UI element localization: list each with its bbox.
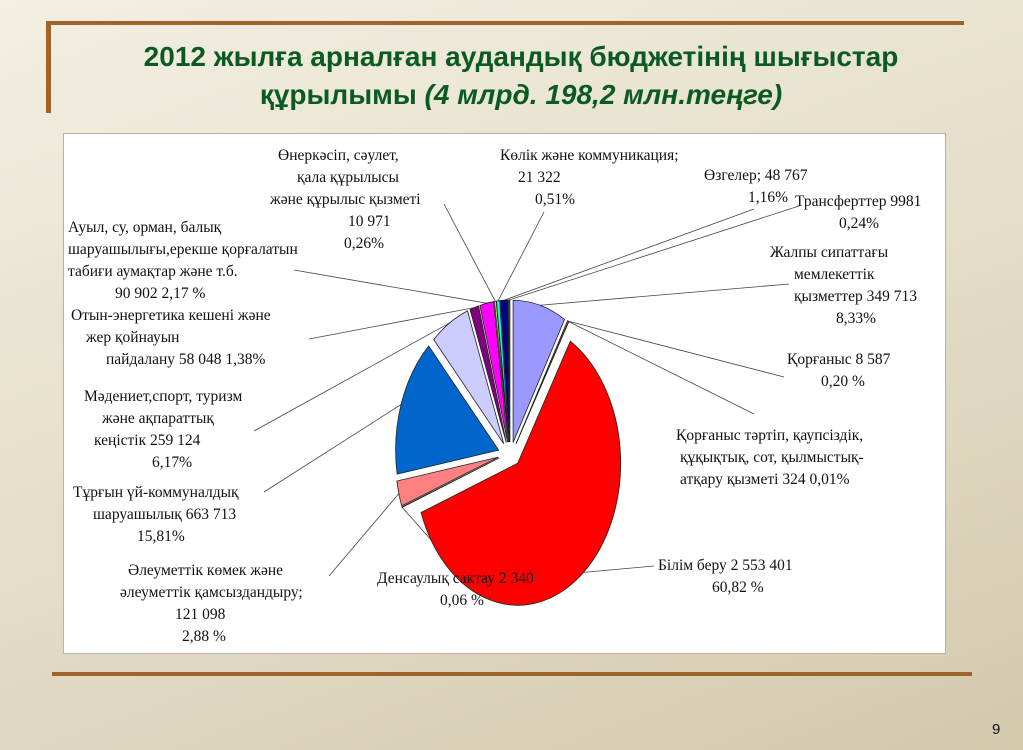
label-industry: Өнеркәсіп, сәулет, қала құрылысы және құрылыс қызметі 10 971 0,26% <box>270 147 421 252</box>
slide-title <box>56 38 986 114</box>
leader-line-6 <box>329 494 399 576</box>
title-line-2-main: құрылымы <box>259 79 425 110</box>
label-housing: Тұрғын үй-коммуналдық шаруашылық 663 713 15,81% <box>73 484 239 545</box>
top-rule <box>50 21 964 25</box>
title-total: (4 млрд. 198,2 млн.теңге) <box>424 79 783 110</box>
label-transfers: Трансферттер 9981 0,24% <box>795 193 922 232</box>
label-culture: Мәдениет,спорт, туризм және ақпараттық кеңістік 259 124 6,17% <box>84 388 243 471</box>
leader-line-4 <box>584 566 654 572</box>
label-defense: Қорғаныс 8 587 0,20 % <box>787 351 891 390</box>
leader-line-2 <box>568 321 784 377</box>
leader-line-10 <box>294 270 487 303</box>
page-number: 9 <box>992 721 1001 738</box>
label-general-services: Жалпы сипаттағы мемлекеттік қызметтер 349 713 8,33% <box>770 244 917 327</box>
leader-line-14 <box>509 206 799 300</box>
leader-line-11 <box>444 204 495 301</box>
label-other: Өзгелер; 48 767 1,16% <box>704 167 808 206</box>
leader-line-13 <box>504 209 754 300</box>
title-line-2 <box>56 76 986 114</box>
left-rule <box>46 21 51 113</box>
label-education: Білім беру 2 553 401 60,82 % <box>658 557 793 596</box>
leader-line-7 <box>264 405 401 492</box>
label-public-order: Қорғаныс тәртіп, қаупсіздік, құқықтық, сот, қылмыстық- атқару қызметі 324 0,01% <box>676 427 864 488</box>
pie-slices <box>396 300 621 605</box>
label-health: Денсаулық сақтау 2 340 0,06 % <box>377 570 534 609</box>
label-agriculture: Ауыл, су, орман, балық шаруашылығы,ерекше қорғалатын табиғи аумақтар және т.б. 90 902 2,17 % <box>68 219 298 302</box>
title-line-1: 2012 жылға арналған аудандық бюджетінің шығыстар <box>143 41 899 72</box>
leader-line-12 <box>498 212 544 301</box>
bottom-rule <box>52 672 972 676</box>
chart-panel <box>63 133 946 654</box>
leader-line-1 <box>540 284 789 305</box>
label-social: Әлеуметтік көмек және әлеуметтік қамсыздандыру; 121 098 2,88 % <box>120 562 303 645</box>
label-fuel-energy: Отын-энергетика кешені және жер қойнауын пайдалану 58 048 1,38% <box>71 307 271 368</box>
label-transport: Көлік және коммуникация; 21 322 0,51% <box>500 147 679 208</box>
